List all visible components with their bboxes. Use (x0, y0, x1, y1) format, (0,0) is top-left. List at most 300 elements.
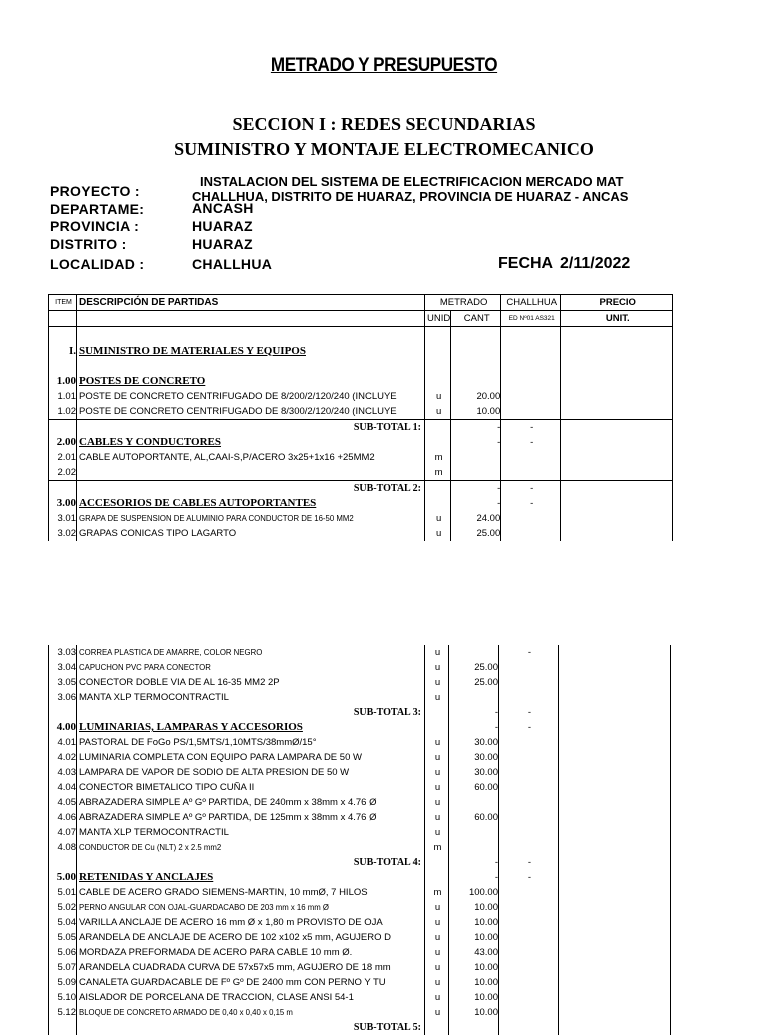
row-quantity (451, 450, 501, 465)
row-unit-price (559, 870, 671, 885)
table-row (49, 750, 671, 765)
row-unit-price (559, 765, 671, 780)
row-quantity (449, 690, 499, 705)
row-quantity (451, 359, 501, 374)
row-item-number: 5.06 (49, 945, 77, 960)
table-row (49, 327, 673, 344)
localidad-value: CHALLHUA (192, 256, 273, 272)
col-descripcion-header: DESCRIPCIÓN DE PARTIDAS (77, 295, 425, 311)
row-description: ABRAZADERA SIMPLE Aº Gº PARTIDA, DE 125mm x 38mm x 4.76 Ø (77, 810, 425, 825)
row-item-number: 3.04 (49, 660, 77, 675)
row-description: ARANDELA CUADRADA CURVA DE 57x57x5 mm, AGUJERO DE 18 mm (77, 960, 425, 975)
row-challhua (499, 750, 559, 765)
row-unit-price (559, 750, 671, 765)
budget-table-page-1 (48, 294, 673, 541)
table-row (49, 855, 671, 870)
table-row (49, 465, 673, 481)
row-unit-price (559, 705, 671, 720)
row-unit-price (561, 344, 673, 359)
row-challhua (499, 825, 559, 840)
table-row (49, 930, 671, 945)
row-unit: u (425, 404, 451, 420)
row-description (77, 720, 425, 735)
row-unit (425, 1020, 449, 1035)
row-challhua (499, 1020, 559, 1035)
row-unit-price (561, 359, 673, 374)
row-quantity (449, 645, 499, 660)
row-description: LAMPARA DE VAPOR DE SODIO DE ALTA PRESION DE 50 W (77, 765, 425, 780)
row-description: POSTE DE CONCRETO CENTRIFUGADO DE 8/300/2/120/240 (INCLUYE (77, 404, 425, 420)
row-description: CORREA PLASTICA DE AMARRE, COLOR NEGRO (77, 645, 425, 660)
section-title: RETENIDAS Y ANCLAJES (79, 871, 214, 883)
section-title: ACCESORIOS DE CABLES AUTOPORTANTES (79, 496, 317, 509)
table-row (49, 511, 673, 526)
table-row (49, 765, 671, 780)
table-row (49, 389, 673, 404)
row-unit: u (425, 795, 449, 810)
row-unit-price (559, 975, 671, 990)
row-unit: u (425, 750, 449, 765)
row-item-number: 5.07 (49, 960, 77, 975)
row-description: GRAPA DE SUSPENSION DE ALUMINIO PARA CONDUCTOR DE 16-50 MM2 (77, 511, 425, 526)
row-item-number (49, 705, 77, 720)
table-row (49, 900, 671, 915)
row-item-number (49, 1020, 77, 1035)
row-item-number: 4.00 (49, 720, 77, 735)
row-description: ABRAZADERA SIMPLE Aº Gº PARTIDA, DE 240mm x 38mm x 4.76 Ø (77, 795, 425, 810)
row-unit-price (559, 840, 671, 855)
table-row (49, 690, 671, 705)
row-item-number: 4.06 (49, 810, 77, 825)
row-description: CONECTOR BIMETALICO TIPO CUÑA II (77, 780, 425, 795)
distrito-value: HUARAZ (192, 236, 253, 252)
row-item-number: 5.02 (49, 900, 77, 915)
row-challhua (499, 960, 559, 975)
table-row (49, 840, 671, 855)
section-title: LUMINARIAS, LAMPARAS Y ACCESORIOS (79, 721, 303, 733)
row-unit-price (561, 526, 673, 541)
table-row (49, 359, 673, 374)
row-unit-price (559, 900, 671, 915)
row-challhua (501, 389, 561, 404)
row-description (77, 327, 425, 344)
row-challhua (499, 990, 559, 1005)
table-row (49, 780, 671, 795)
table-row (49, 945, 671, 960)
row-description: PERNO ANGULAR CON OJAL-GUARDACABO DE 203 mm x 16 mm Ø (77, 900, 425, 915)
table-row (49, 435, 673, 450)
row-quantity: 10.00 (449, 930, 499, 945)
row-challhua (499, 660, 559, 675)
row-challhua (501, 327, 561, 344)
col-cant-header: CANT (451, 311, 501, 327)
row-item-number: 4.07 (49, 825, 77, 840)
row-unit: u (425, 825, 449, 840)
row-quantity: 60.00 (449, 780, 499, 795)
provincia-value: HUARAZ (192, 218, 253, 234)
row-challhua (501, 465, 561, 481)
row-challhua: - (499, 645, 559, 660)
row-challhua (499, 1005, 559, 1020)
row-unit: u (425, 975, 449, 990)
row-description: MORDAZA PREFORMADA DE ACERO PARA CABLE 10 mm Ø. (77, 945, 425, 960)
table-row (49, 404, 673, 420)
row-item-number (49, 855, 77, 870)
row-item-number: 4.08 (49, 840, 77, 855)
row-quantity: - (449, 705, 499, 720)
table-row (49, 915, 671, 930)
localidad-label: LOCALIDAD : (50, 256, 145, 272)
row-quantity: 20.00 (451, 389, 501, 404)
table-row (49, 825, 671, 840)
row-challhua (501, 526, 561, 541)
row-item-number: 5.12 (49, 1005, 77, 1020)
row-challhua: - (501, 496, 561, 511)
row-unit-price (559, 990, 671, 1005)
row-quantity (449, 1020, 499, 1035)
row-unit-price (559, 795, 671, 810)
row-unit-price (559, 645, 671, 660)
row-description: PASTORAL DE FoGo PS/1,5MTS/1,10MTS/38mmØ/15° (77, 735, 425, 750)
row-item-number: 4.04 (49, 780, 77, 795)
row-quantity (449, 825, 499, 840)
row-unit: m (425, 450, 451, 465)
row-quantity: - (451, 435, 501, 450)
row-unit (425, 374, 451, 389)
row-challhua: - (499, 720, 559, 735)
row-quantity (451, 344, 501, 359)
row-challhua (499, 915, 559, 930)
row-description: VARILLA ANCLAJE DE ACERO 16 mm Ø x 1,80 m PROVISTO DE OJA (77, 915, 425, 930)
row-quantity: 25.00 (449, 660, 499, 675)
departamento-label: DEPARTAME: (50, 201, 145, 217)
table-row (49, 735, 671, 750)
row-description: GRAPAS CONICAS TIPO LAGARTO (77, 526, 425, 541)
row-challhua (501, 359, 561, 374)
section-heading: SECCION I : REDES SECUNDARIAS (232, 114, 536, 134)
row-quantity: 10.00 (449, 960, 499, 975)
table-subheader-row (49, 311, 673, 327)
proyecto-value (192, 174, 647, 204)
section-title: SUMINISTRO DE MATERIALES Y EQUIPOS (79, 344, 306, 357)
row-unit (425, 327, 451, 344)
budget-table-page-2 (48, 645, 671, 1035)
row-quantity: 10.00 (449, 1005, 499, 1020)
row-unit (425, 344, 451, 359)
row-quantity: - (449, 870, 499, 885)
row-unit: u (425, 526, 451, 541)
col-unit-header: UNIT. (561, 311, 673, 327)
table-row (49, 419, 673, 435)
row-challhua (501, 374, 561, 389)
table-row (49, 795, 671, 810)
row-item-number: 1.01 (49, 389, 77, 404)
row-unit-price (559, 780, 671, 795)
col-item-header: ITEM (49, 295, 77, 311)
row-challhua: - (499, 855, 559, 870)
table-row (49, 480, 673, 496)
row-challhua (499, 735, 559, 750)
fecha-value: 2/11/2022 (560, 255, 631, 272)
row-challhua (499, 930, 559, 945)
row-description: BLOQUE DE CONCRETO ARMADO DE 0,40 x 0,40 x 0,15 m (77, 1005, 425, 1020)
row-unit: u (425, 810, 449, 825)
row-unit: u (425, 675, 449, 690)
row-challhua (499, 690, 559, 705)
row-item-number: 3.02 (49, 526, 77, 541)
table-row (49, 344, 673, 359)
table-row (49, 496, 673, 511)
table-row (49, 526, 673, 541)
row-unit (425, 720, 449, 735)
row-item-number: 3.06 (49, 690, 77, 705)
row-quantity: 60.00 (449, 810, 499, 825)
table-row (49, 660, 671, 675)
table-row (49, 450, 673, 465)
table-row (49, 675, 671, 690)
table-row (49, 885, 671, 900)
row-unit-price (561, 496, 673, 511)
row-description: CABLE DE ACERO GRADO SIEMENS-MARTIN, 10 mmØ, 7 HILOS (77, 885, 425, 900)
row-unit: u (425, 511, 451, 526)
row-description (77, 496, 425, 511)
row-challhua (499, 675, 559, 690)
row-quantity: - (449, 855, 499, 870)
row-description: CABLE AUTOPORTANTE, AL,CAAI-S,P/ACERO 3x25+1x16 +25MM2 (77, 450, 425, 465)
row-unit-price (559, 675, 671, 690)
row-challhua (501, 344, 561, 359)
row-unit-price (559, 855, 671, 870)
row-challhua (499, 810, 559, 825)
row-unit (425, 435, 451, 450)
row-quantity: - (451, 419, 501, 435)
row-unit-price (559, 660, 671, 675)
row-description (77, 359, 425, 374)
section-title: POSTES DE CONCRETO (79, 374, 206, 387)
row-quantity: 25.00 (451, 526, 501, 541)
row-description (77, 465, 425, 481)
row-unit-price (559, 1020, 671, 1035)
row-description: SUB-TOTAL 4: (77, 855, 425, 870)
row-item-number: 3.05 (49, 675, 77, 690)
table-row (49, 990, 671, 1005)
row-unit-price (561, 374, 673, 389)
row-unit-price (559, 825, 671, 840)
row-item-number: 2.00 (49, 435, 77, 450)
row-unit-price (559, 690, 671, 705)
table-row (49, 810, 671, 825)
table-row (49, 1005, 671, 1020)
row-item-number (49, 327, 77, 344)
row-unit: u (425, 735, 449, 750)
row-unit: m (425, 840, 449, 855)
row-description: CAPUCHON PVC PARA CONECTOR (77, 660, 425, 675)
section-subtitle: SUMINISTRO Y MONTAJE ELECTROMECANICO (174, 139, 594, 159)
row-unit-price (561, 450, 673, 465)
row-description: MANTA XLP TERMOCONTRACTIL (77, 690, 425, 705)
table-row (49, 975, 671, 990)
row-item-number: 1.02 (49, 404, 77, 420)
row-quantity: - (451, 496, 501, 511)
row-unit (425, 419, 451, 435)
row-description: POSTE DE CONCRETO CENTRIFUGADO DE 8/200/2/120/240 (INCLUYE (77, 389, 425, 404)
row-item-number (49, 419, 77, 435)
row-quantity: - (449, 720, 499, 735)
row-item-number: 5.10 (49, 990, 77, 1005)
row-quantity: 43.00 (449, 945, 499, 960)
row-unit: u (425, 945, 449, 960)
row-quantity (449, 795, 499, 810)
row-challhua (499, 885, 559, 900)
table-row (49, 374, 673, 389)
row-description: MANTA XLP TERMOCONTRACTIL (77, 825, 425, 840)
row-challhua: - (501, 480, 561, 496)
col-precio-header: PRECIO (561, 295, 673, 311)
proyecto-line-2: CHALLHUA, DISTRITO DE HUARAZ, PROVINCIA DE HUARAZ - ANCAS (192, 189, 629, 204)
row-unit (425, 480, 451, 496)
row-unit-price (559, 945, 671, 960)
fecha-label: FECHA (498, 255, 554, 272)
row-quantity (451, 327, 501, 344)
row-item-number: 3.00 (49, 496, 77, 511)
row-unit-price (561, 511, 673, 526)
row-item-number: 3.03 (49, 645, 77, 660)
table-header-row (49, 295, 673, 311)
row-unit: u (425, 389, 451, 404)
row-description: CANALETA GUARDACABLE DE Fº Gº DE 2400 mm CON PERNO Y TU (77, 975, 425, 990)
row-item-number: 3.01 (49, 511, 77, 526)
row-unit: u (425, 960, 449, 975)
row-quantity: 10.00 (449, 900, 499, 915)
row-quantity: 30.00 (449, 750, 499, 765)
row-item-number: 2.02 (49, 465, 77, 481)
row-unit: u (425, 930, 449, 945)
row-item-number (49, 359, 77, 374)
row-item-number: 5.01 (49, 885, 77, 900)
row-unit: u (425, 990, 449, 1005)
row-unit-price (561, 435, 673, 450)
col-unid-header: UNID (425, 311, 451, 327)
row-challhua (499, 900, 559, 915)
section-title: CABLES Y CONDUCTORES (79, 435, 222, 448)
table-row (49, 1020, 671, 1035)
row-description (77, 344, 425, 359)
table-row (49, 705, 671, 720)
row-item-number: 4.01 (49, 735, 77, 750)
row-unit-price (559, 915, 671, 930)
row-challhua (501, 450, 561, 465)
row-quantity (451, 465, 501, 481)
row-unit: u (425, 645, 449, 660)
row-challhua: - (499, 870, 559, 885)
row-unit-price (561, 327, 673, 344)
row-description: SUB-TOTAL 5: (77, 1020, 425, 1035)
departamento-value: ANCASH (192, 200, 254, 216)
table-row (49, 645, 671, 660)
row-unit (425, 870, 449, 885)
row-item-number (49, 480, 77, 496)
row-challhua: - (501, 419, 561, 435)
row-unit: u (425, 900, 449, 915)
proyecto-line-1: INSTALACION DEL SISTEMA DE ELECTRIFICACION MERCADO MAT (200, 174, 624, 189)
row-item-number: 4.05 (49, 795, 77, 810)
row-item-number: 4.03 (49, 765, 77, 780)
row-unit (425, 855, 449, 870)
row-quantity: 10.00 (449, 915, 499, 930)
row-item-number: I. (49, 344, 77, 359)
row-unit-price (559, 960, 671, 975)
row-challhua (499, 840, 559, 855)
row-challhua: - (501, 435, 561, 450)
row-unit-price (561, 480, 673, 496)
row-description: SUB-TOTAL 1: (77, 419, 425, 435)
table-row (49, 960, 671, 975)
row-unit-price (561, 419, 673, 435)
row-unit-price (561, 465, 673, 481)
row-description (77, 374, 425, 389)
proyecto-label: PROYECTO : (50, 183, 140, 199)
row-challhua (499, 975, 559, 990)
row-unit-price (559, 735, 671, 750)
row-unit: u (425, 690, 449, 705)
row-description: SUB-TOTAL 2: (77, 480, 425, 496)
row-unit-price (559, 810, 671, 825)
row-unit-price (559, 885, 671, 900)
row-unit: u (425, 1005, 449, 1020)
row-quantity: 30.00 (449, 765, 499, 780)
row-description: CONDUCTOR DE Cu (NLT) 2 x 2.5 mm2 (77, 840, 425, 855)
row-challhua: - (499, 705, 559, 720)
row-item-number: 4.02 (49, 750, 77, 765)
row-quantity: 24.00 (451, 511, 501, 526)
distrito-label: DISTRITO : (50, 236, 127, 252)
row-item-number: 5.05 (49, 930, 77, 945)
row-quantity: 10.00 (449, 975, 499, 990)
row-unit-price (561, 404, 673, 420)
row-challhua (499, 795, 559, 810)
col-metrado-header: METRADO (425, 295, 501, 311)
row-challhua (499, 765, 559, 780)
row-item-number: 2.01 (49, 450, 77, 465)
row-challhua (501, 404, 561, 420)
table-row (49, 870, 671, 885)
row-unit: u (425, 915, 449, 930)
row-description: CONECTOR DOBLE VIA DE AL 16-35 MM2 2P (77, 675, 425, 690)
row-quantity: - (451, 480, 501, 496)
row-quantity (451, 374, 501, 389)
row-item-number: 1.00 (49, 374, 77, 389)
row-quantity: 10.00 (449, 990, 499, 1005)
row-unit (425, 705, 449, 720)
row-quantity (449, 840, 499, 855)
row-item-number: 5.00 (49, 870, 77, 885)
row-quantity: 10.00 (451, 404, 501, 420)
row-unit-price (561, 389, 673, 404)
row-unit (425, 359, 451, 374)
row-description (77, 870, 425, 885)
page-title: METRADO Y PRESUPUESTO (270, 55, 498, 76)
row-quantity: 100.00 (449, 885, 499, 900)
row-unit-price (559, 720, 671, 735)
col-red-header: ED Nº01 AS321 (501, 311, 561, 327)
row-description (77, 435, 425, 450)
row-description: LUMINARIA COMPLETA CON EQUIPO PARA LAMPARA DE 50 W (77, 750, 425, 765)
row-quantity: 30.00 (449, 735, 499, 750)
provincia-label: PROVINCIA : (50, 218, 140, 234)
row-challhua (501, 511, 561, 526)
row-unit: m (425, 465, 451, 481)
row-description: ARANDELA DE ANCLAJE DE ACERO DE 102 x102 x5 mm, AGUJERO D (77, 930, 425, 945)
